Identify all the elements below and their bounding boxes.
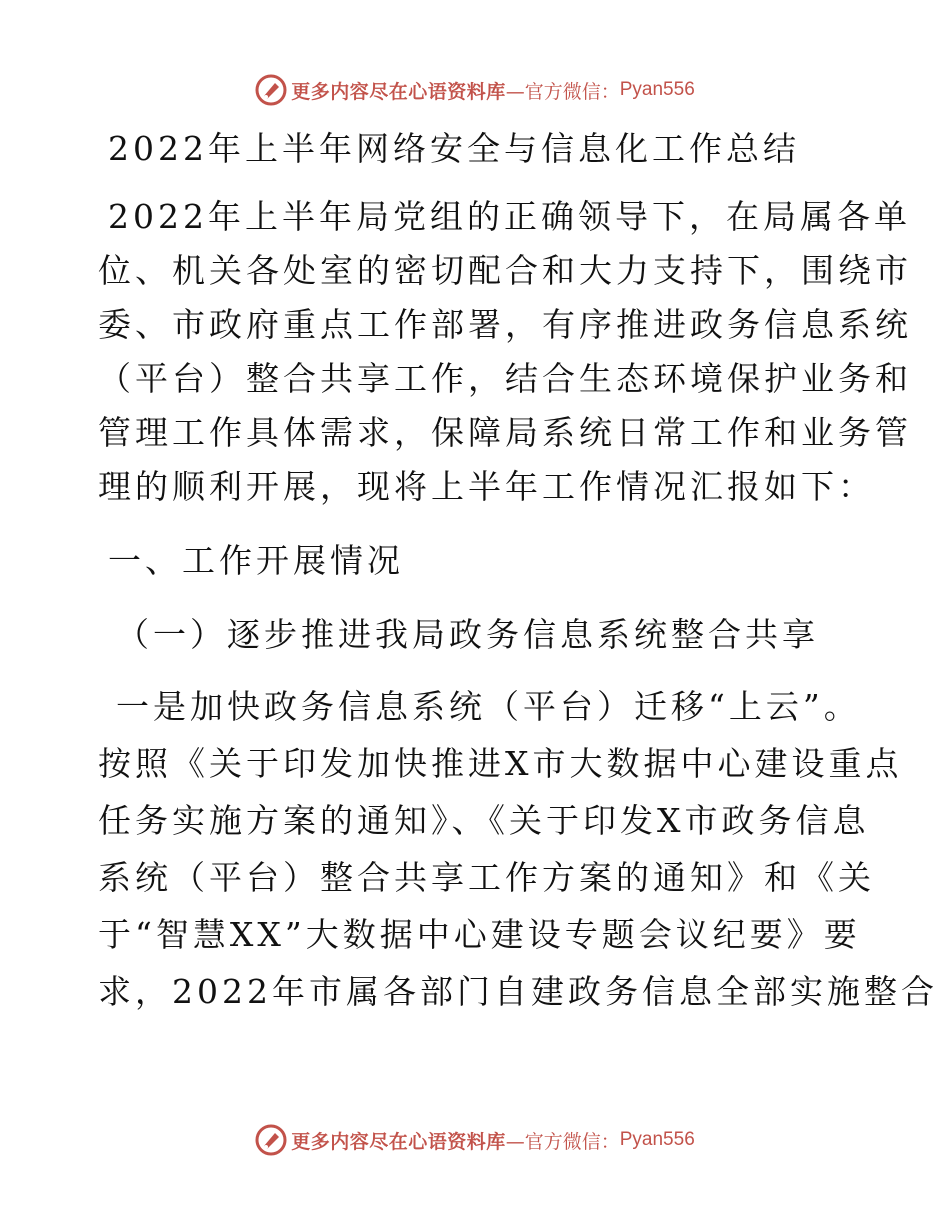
watermark-text: 更多内容尽在心语资料库 (291, 80, 506, 103)
body-line: 于“智慧XX”大数据中心建设专题会议纪要》要 (98, 915, 861, 954)
body-line: 求，2022年市属各部门自建政务信息全部实施整合 (98, 972, 938, 1011)
intro-paragraph (98, 190, 912, 514)
pen-nib-icon (255, 1124, 287, 1156)
watermark-separator: —官方微信： (505, 80, 620, 103)
body-line: 按照《关于印发加快推进X市大数据中心建设重点 (98, 744, 903, 783)
body-line: 一是加快政务信息系统（平台）迁移“上云”。 (116, 687, 861, 726)
body-paragraph (98, 678, 938, 1020)
watermark-separator: —官方微信： (505, 1130, 620, 1153)
intro-line: 理的顺利开展，现将上半年工作情况汇报如下： (98, 467, 875, 506)
header-watermark (0, 70, 950, 110)
watermark-wechat-id: Pyan556 (619, 1129, 695, 1150)
body-line: 任务实施方案的通知》、《关于印发X市政务信息 (98, 801, 870, 840)
document-title: 2022年上半年网络安全与信息化工作总结 (108, 129, 800, 168)
footer-watermark (0, 1120, 950, 1160)
body-line: 系统（平台）整合共享工作方案的通知》和《关 (98, 858, 875, 897)
intro-line: 委、市政府重点工作部署，有序推进政务信息系统 (98, 305, 912, 344)
intro-line: （平台）整合共享工作，结合生态环境保护业务和 (98, 359, 912, 398)
subsection-heading: （一）逐步推进我局政务信息系统整合共享 (116, 615, 819, 654)
watermark-wechat-id: Pyan556 (619, 79, 695, 100)
watermark-text: 更多内容尽在心语资料库 (291, 1130, 506, 1153)
section-heading: 一、工作开展情况 (108, 541, 404, 580)
pen-nib-icon (255, 74, 287, 106)
intro-line: 位、机关各处室的密切配合和大力支持下，围绕市 (98, 251, 912, 290)
intro-line: 2022年上半年局党组的正确领导下，在局属各单 (108, 197, 911, 236)
document-body (98, 122, 938, 1020)
intro-line: 管理工作具体需求，保障局系统日常工作和业务管 (98, 413, 912, 452)
